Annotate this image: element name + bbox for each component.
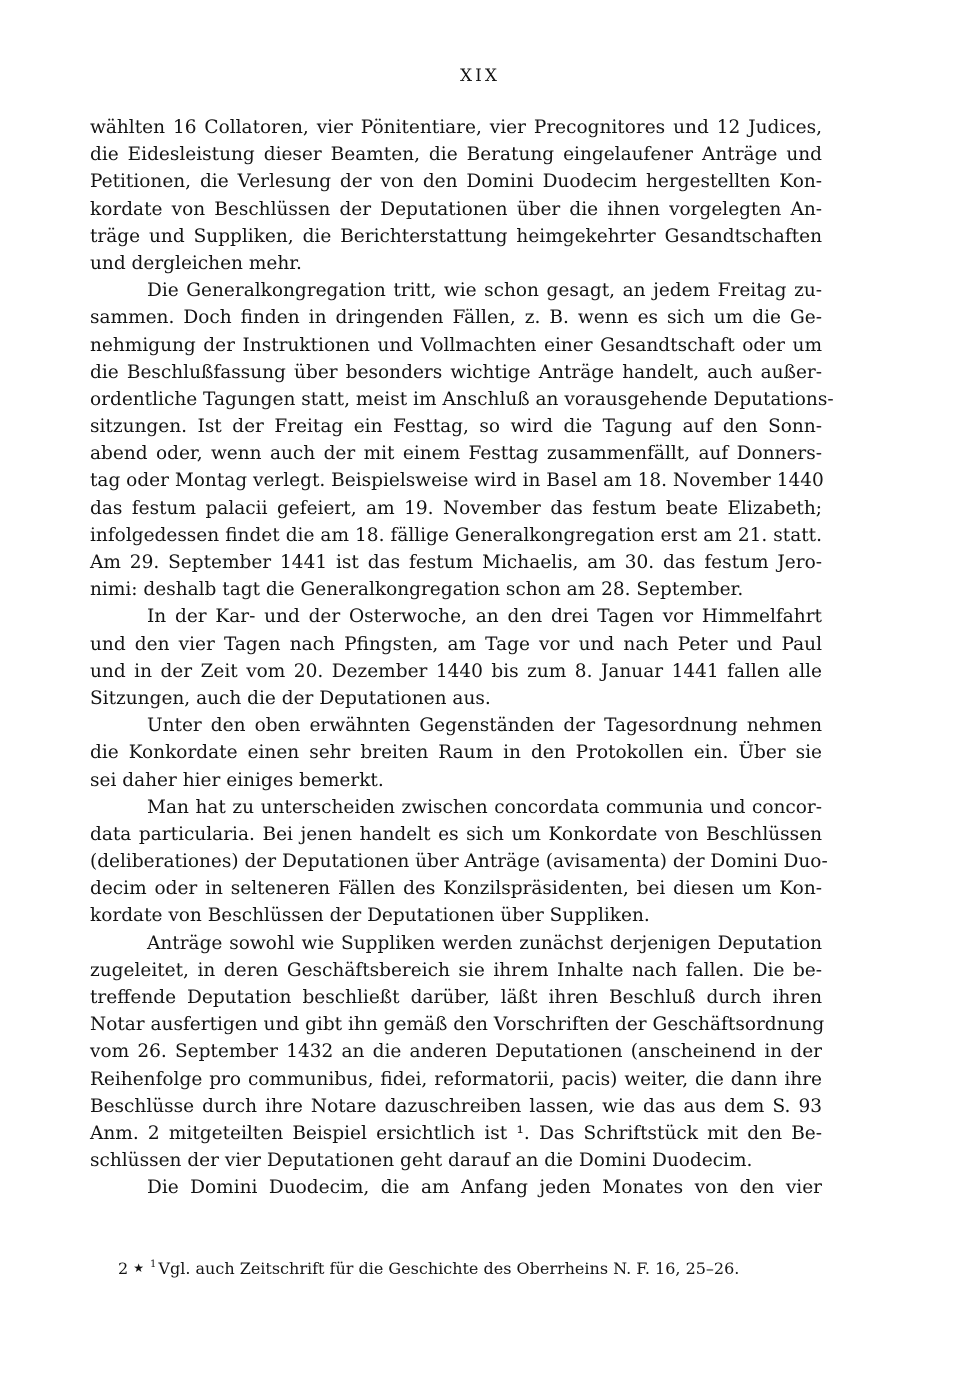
text-line: sammen. Doch finden in dringenden Fällen, z. B. wenn es sich um die Ge- <box>90 307 822 329</box>
signature-star-icon: ★ <box>133 1261 145 1275</box>
text-line: Sitzungen, auch die der Deputationen aus. <box>90 687 491 709</box>
text-line: nimi: deshalb tagt die Generalkongregation schon am 28. September. <box>90 579 744 601</box>
text-line: treffende Deputation beschließt darüber, läßt ihren Beschluß durch ihren <box>90 987 822 1008</box>
text-line: kordate von Beschlüssen der Deputationen über die ihnen vorgelegten An- <box>90 198 822 220</box>
text-line: (deliberationes) der Deputationen über Anträge (avisamenta) der Domini Duo- <box>90 851 828 873</box>
paragraph <box>90 1174 822 1201</box>
text-line: Anm. 2 mitgeteilten Beispiel ersichtlich ist ¹. Das Schriftstück mit den Be- <box>90 1122 822 1144</box>
text-line: schlüssen der vier Deputationen geht darauf an die Domini Duodecim. <box>90 1150 753 1172</box>
text-line: Am 29. September 1441 ist das festum Michaelis, am 30. das festum Jero- <box>90 552 822 573</box>
text-line: abend oder, wenn auch der mit einem Festtag zusammenfällt, auf Donners- <box>90 443 822 465</box>
paragraph <box>90 794 828 930</box>
paragraph <box>90 114 822 277</box>
text-line: sitzungen. Ist der Freitag ein Festtag, so wird die Tagung auf den Sonn- <box>90 416 822 438</box>
body-text <box>90 114 834 1202</box>
text-line: kordate von Beschlüssen der Deputationen über Suppliken. <box>90 905 650 927</box>
text-line: vom 26. September 1432 an die anderen Deputationen (anscheinend in der <box>90 1041 822 1063</box>
text-line: und in der Zeit vom 20. Dezember 1440 bis zum 8. Januar 1441 fallen alle <box>90 660 822 682</box>
text-line: die Konkordate einen sehr breiten Raum in den Protokollen ein. Über sie <box>90 742 822 764</box>
text-line: zugeleitet, in deren Geschäftsbereich sie ihrem Inhalte nach fallen. Die be- <box>90 959 822 981</box>
text-line: sei daher hier einiges bemerkt. <box>90 769 384 791</box>
text-line: Die Domini Duodecim, die am Anfang jeden Monates von den vier <box>147 1177 822 1199</box>
text-line: In der Kar- und der Osterwoche, an den drei Tagen vor Himmelfahrt <box>147 606 822 628</box>
footnote-marker: 1 <box>150 1259 157 1270</box>
text-line: tag oder Montag verlegt. Beispielsweise wird in Basel am 18. November 1440 <box>90 470 824 492</box>
text-line: Notar ausfertigen und gibt ihn gemäß den Vorschriften der Geschäftsordnung <box>90 1014 825 1036</box>
text-line: Beschlüsse durch ihre Notare dazuschreiben lassen, wie das aus dem S. 93 <box>90 1095 822 1117</box>
printer-signature-mark <box>118 1257 144 1280</box>
text-line: data particularia. Bei jenen handelt es sich um Konkordate von Beschlüssen <box>90 823 822 845</box>
footnote-text: Vgl. auch Zeitschrift für die Geschichte des Oberrheins N. F. 16, 25–26. <box>158 1259 740 1278</box>
text-line: und den vier Tagen nach Pfingsten, am Tage vor und nach Peter und Paul <box>90 633 822 655</box>
text-line: nehmigung der Instruktionen und Vollmachten einer Gesandtschaft oder um <box>90 334 822 356</box>
paragraph <box>90 712 822 794</box>
text-line: ordentliche Tagungen statt, meist im Anschluß an vorausgehende Deputations- <box>90 388 834 410</box>
text-line: das festum palacii gefeiert, am 19. November das festum beate Elizabeth; <box>90 497 822 519</box>
text-line: und dergleichen mehr. <box>90 252 302 274</box>
text-line: die Beschlußfassung über besonders wichtige Anträge handelt, auch außer- <box>90 361 822 383</box>
text-line: Reihenfolge pro communibus, fidei, reformatorii, pacis) weiter, die dann ihre <box>90 1068 822 1090</box>
text-line: wählten 16 Collatoren, vier Pönitentiare, vier Precognitores und 12 Judices, <box>90 117 822 138</box>
text-line: Petitionen, die Verlesung der von den Domini Duodecim hergestellten Kon- <box>90 171 822 193</box>
text-line: die Eidesleistung dieser Beamten, die Beratung eingelaufener Anträge und <box>90 144 822 166</box>
text-line: Anträge sowohl wie Suppliken werden zunächst derjenigen Deputation <box>147 932 822 954</box>
text-line: decim oder in selteneren Fällen des Konzilspräsidenten, bei diesen um Kon- <box>90 878 822 900</box>
paragraph <box>90 603 822 712</box>
paragraph <box>90 277 834 603</box>
text-line: träge und Suppliken, die Berichterstattung heimgekehrter Gesandtschaften <box>90 225 822 247</box>
footnote <box>118 1254 818 1280</box>
paragraph <box>90 930 825 1175</box>
text-line: Unter den oben erwähnten Gegenständen der Tagesordnung nehmen <box>147 715 822 737</box>
text-line: Die Generalkongregation tritt, wie schon gesagt, an jedem Freitag zu- <box>147 280 822 302</box>
page-number: XIX <box>460 66 500 86</box>
signature-number: 2 <box>118 1259 129 1278</box>
text-line: infolgedessen findet die am 18. fällige Generalkongregation erst am 21. statt. <box>90 524 822 546</box>
text-line: Man hat zu unterscheiden zwischen concordata communia und concor- <box>147 796 822 818</box>
